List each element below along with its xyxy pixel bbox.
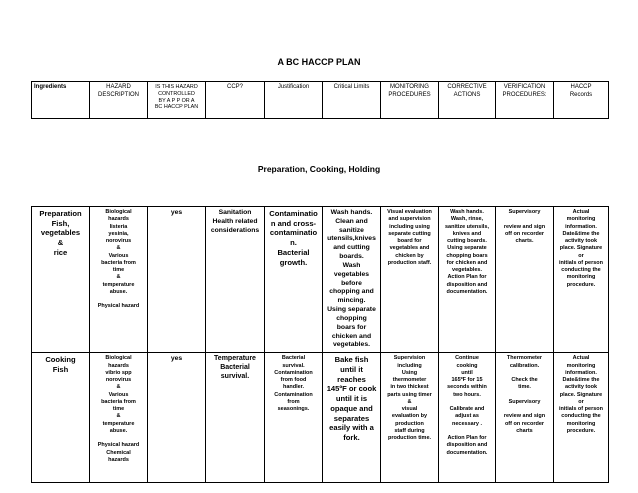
header-justification: Justification: [265, 82, 323, 119]
cell-justification: Contaminatio n and cross- contaminatio n. Bacterial growth.: [265, 207, 323, 353]
cell-controlled: yes: [148, 207, 206, 353]
header-hazard-controlled: IS THIS HAZARD CONTROLLED BY A P P OR A BC HACCP PLAN: [148, 82, 206, 119]
cell-controlled: yes: [148, 353, 206, 483]
cell-corrective: Wash hands. Wash, rinse, sanitize utensils, knives and cutting boards. Using separate chopping boars for chicken and vegetables. Action Plan for disposition and documentation.: [439, 207, 496, 353]
page-title: A BC HACCP PLAN: [277, 57, 361, 67]
header-hazard-description: HAZARD DESCRIPTION: [90, 82, 148, 119]
cell-hazard: Biological hazards vibrio spp norovirus & Various bacteria from time & temperature abuse. Physical hazard Chemical hazards: [90, 353, 148, 483]
cell-hazard: Biological hazards listeria yesinia, norovirus & Various bacteria from time & temperature abuse. Physical hazard: [90, 207, 148, 353]
header-verification: VERIFICATION PROCEDURES:: [496, 82, 554, 119]
cell-critical-limits: Wash hands. Clean and sanitize utensils,knives and cutting boards. Wash vegetables before chopping and mincing. Using separate chopping boars for chicken and vegetables.: [323, 207, 381, 353]
cell-justification: Bacterial survival. Contamination from food handler. Contamination from seasonings.: [265, 353, 323, 483]
header-haccp-records: HACCP Records: [554, 82, 609, 119]
header-ccp: CCP?: [206, 82, 265, 119]
cell-records: Actual monitoring information. Date&time the activity took place. Signature or initials of person conducting the monitoring procedure.: [554, 207, 609, 353]
cell-monitoring: Visual evaluation and supervision including using separate cutting board for vegetables and chicken by production staff.: [381, 207, 439, 353]
cell-verification: Supervisory review and sign off on recorder charts.: [496, 207, 554, 353]
table-row: [32, 207, 609, 353]
table-row: [32, 353, 609, 483]
section-title: Preparation, Cooking, Holding: [257, 164, 381, 174]
cell-monitoring: Supervision including Using thermometer in two thickest parts using timer & visual evaluation by production staff during production time.: [381, 353, 439, 483]
cell-corrective: Continue cooking until 165ºF for 15 seconds within two hours. Calibrate and adjust as necessary . Action Plan for disposition and documentation.: [439, 353, 496, 483]
cell-ingredients: Preparation Fish, vegetables & rice: [32, 207, 90, 353]
cell-critical-limits: Bake fish until it reaches 145ºF or cook until it is opaque and separates easily with a fork.: [323, 353, 381, 483]
cell-records: Actual monitoring information. Date&time the activity took place. Signature or initials of person conducting the monitoring procedure.: [554, 353, 609, 483]
header-ingredients: Ingredients: [32, 82, 90, 119]
cell-ccp: Temperature Bacterial survival.: [206, 353, 265, 483]
haccp-main-table: [31, 206, 609, 483]
header-critical-limits: Critical Limits: [323, 82, 381, 119]
cell-ccp: Sanitation Health related considerations: [206, 207, 265, 353]
cell-ingredients: Cooking Fish: [32, 353, 90, 483]
header-corrective-actions: CORRECTIVE ACTIONS: [439, 82, 496, 119]
header-monitoring: MONITORING PROCEDURES: [381, 82, 439, 119]
header-row: [32, 82, 609, 119]
cell-verification: Thermometer calibration. Check the time. Supervisory review and sign off on recorder charts: [496, 353, 554, 483]
haccp-header-table: [31, 81, 609, 119]
